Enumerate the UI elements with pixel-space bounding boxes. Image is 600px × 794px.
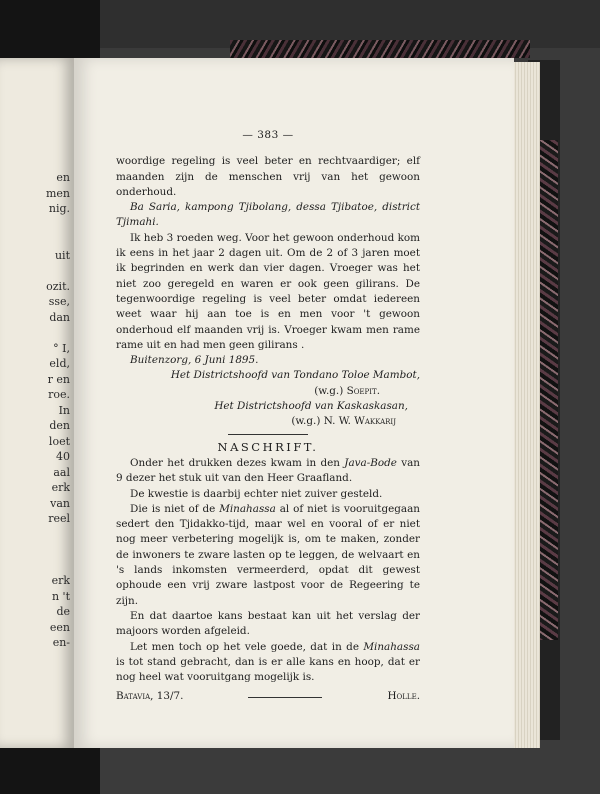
left-page-fragment: [0, 232, 70, 248]
footer-place-date: Batavia, 13/7.: [116, 690, 184, 703]
left-page-fragment: [0, 263, 70, 279]
left-page-fragment: en-: [52, 636, 70, 649]
left-page-fragment: den: [49, 419, 70, 432]
left-page-fragment: [0, 217, 70, 233]
left-page-fragment: men: [45, 186, 70, 200]
naschrift-p5-text-a: Let men toch op het vele goede, dat in de: [130, 640, 364, 653]
naschrift-footer: [116, 689, 420, 704]
left-page-fragment: [0, 558, 70, 574]
naschrift-paragraph-5: [116, 640, 420, 686]
marbled-cover-edge: [538, 140, 558, 640]
place-date: Buitenzorg, 6 Juni 1895.: [130, 354, 259, 367]
section-divider: [228, 434, 308, 435]
left-page-fragment: [0, 542, 70, 558]
signature-prefix-2: (w.g.): [291, 415, 321, 428]
background-bottom: [100, 740, 600, 794]
naschrift-p3-text-b: al of niet is vooruitgegaan sedert den Tjidakko-tijd, maar wel en vooral of er niet nog meer verbetering mogelijk is, om te maken, zonder de inwoners te zware lasten op te leggen, de welvaart en 's lands inkomsten vermeerderd, opdat dit gewest ophoude een vrij zware lastpost voor de Regeering te zijn.: [116, 502, 420, 607]
left-page-fragment: In: [58, 403, 70, 417]
left-page-fragment: ozit.: [46, 279, 70, 293]
left-page-fragment: sse,: [48, 295, 70, 308]
minahassa-term-2: Minahassa: [363, 640, 420, 653]
naschrift-paragraph-2: De kwestie is daarbij echter niet zuiver gesteld.: [130, 487, 383, 500]
signature-prefix-1: (w.g.): [314, 384, 344, 397]
marbled-endpaper-top: [230, 40, 530, 58]
left-page-fragment: ° I,: [53, 341, 70, 355]
naschrift-p1-text-a: Onder het drukken dezes kwam in den: [130, 456, 345, 469]
left-page-fragment: erk: [51, 481, 70, 494]
left-page-fragment: de: [56, 605, 70, 618]
left-page-fragment: r en: [47, 372, 70, 386]
signature-name-wakkarij: N. W. Wakkarij: [323, 415, 396, 428]
signature-name-1: [116, 384, 420, 399]
naschrift-paragraph-4: En dat daartoe kans bestaat kan uit het verslag der majoors worden afgeleid.: [116, 609, 420, 638]
left-page-fragment: loet: [48, 434, 70, 448]
left-page-fragment: 40: [56, 450, 70, 463]
signature-name-soepit: Soepit.: [346, 384, 380, 397]
left-page-fragment: en: [56, 171, 70, 184]
left-page-fragment: van: [50, 496, 70, 510]
signature-title-2: Het Districtshoofd van Kaskaskasan,: [214, 400, 408, 413]
page-number: — 383 —: [242, 129, 294, 141]
left-page-fragment: n 't: [51, 589, 70, 603]
left-page-fragment: [0, 325, 70, 341]
left-page: [0, 58, 74, 748]
left-page-text-fragments: [0, 170, 70, 651]
naschrift-p5-text-b: is tot stand gebracht, dan is er alle kans en hoop, dat er nog heel wat vooruitgang mogelijk is.: [116, 655, 420, 684]
left-page-fragment: een: [49, 620, 70, 634]
left-page-fragment: roe.: [48, 388, 70, 401]
naschrift-p1-text-b: van 9 dezer het stuk uit van den Heer Graafland.: [116, 456, 420, 485]
left-page-fragment: [0, 527, 70, 543]
minahassa-term-1: Minahassa: [219, 502, 276, 515]
java-bode-title: Java-Bode: [344, 456, 397, 469]
left-page-fragment: aal: [53, 465, 70, 479]
testimony-paragraph: Ik heb 3 roeden weg. Voor het gewoon onderhoud kom ik eens in het jaar 2 dagen uit. Om de 2 of 3 jaren moet ik begrinden en werk dan vier dagen. Vroeger was het niet zoo geregeld en waren er ook geen gilirans. De tegenwoordige regeling is veel beter omdat iedereen weet waar hij aan toe is en men voor 't gewoon onderhoud elf maanden vrij is. Vroeger kwam men rame rame uit en had men geen gilirans .: [116, 231, 420, 351]
signature-title-1: Het Districtshoofd van Tondano Toloe Mambot,: [170, 369, 420, 382]
signature-name-2: [116, 414, 420, 429]
left-page-fragment: erk: [51, 574, 70, 587]
footer-author: Holle.: [387, 690, 420, 703]
left-page-fragment: eld,: [49, 357, 70, 370]
left-page-fragment: dan: [49, 310, 70, 324]
left-page-fragment: nig.: [48, 202, 70, 215]
naschrift-heading: NASCHRIFT.: [217, 439, 319, 454]
left-page-fragment: reel: [48, 512, 70, 525]
left-page-fragment: uit: [54, 248, 70, 262]
naschrift-paragraph-1: [116, 456, 420, 487]
page-content: [116, 128, 420, 705]
naschrift-paragraph-3: [116, 502, 420, 609]
naschrift-p3-text-a: Die is niet of de: [130, 502, 220, 515]
footer-rule: [248, 697, 322, 698]
testimony-heading: Ba Saria, kampong Tjibolang, dessa Tjibatoe, district Tjimahi.: [116, 201, 420, 229]
paragraph-continuation: woordige regeling is veel beter en rechtvaardiger; elf maanden zijn de menschen vrij van het gewoon onderhoud.: [116, 155, 420, 198]
